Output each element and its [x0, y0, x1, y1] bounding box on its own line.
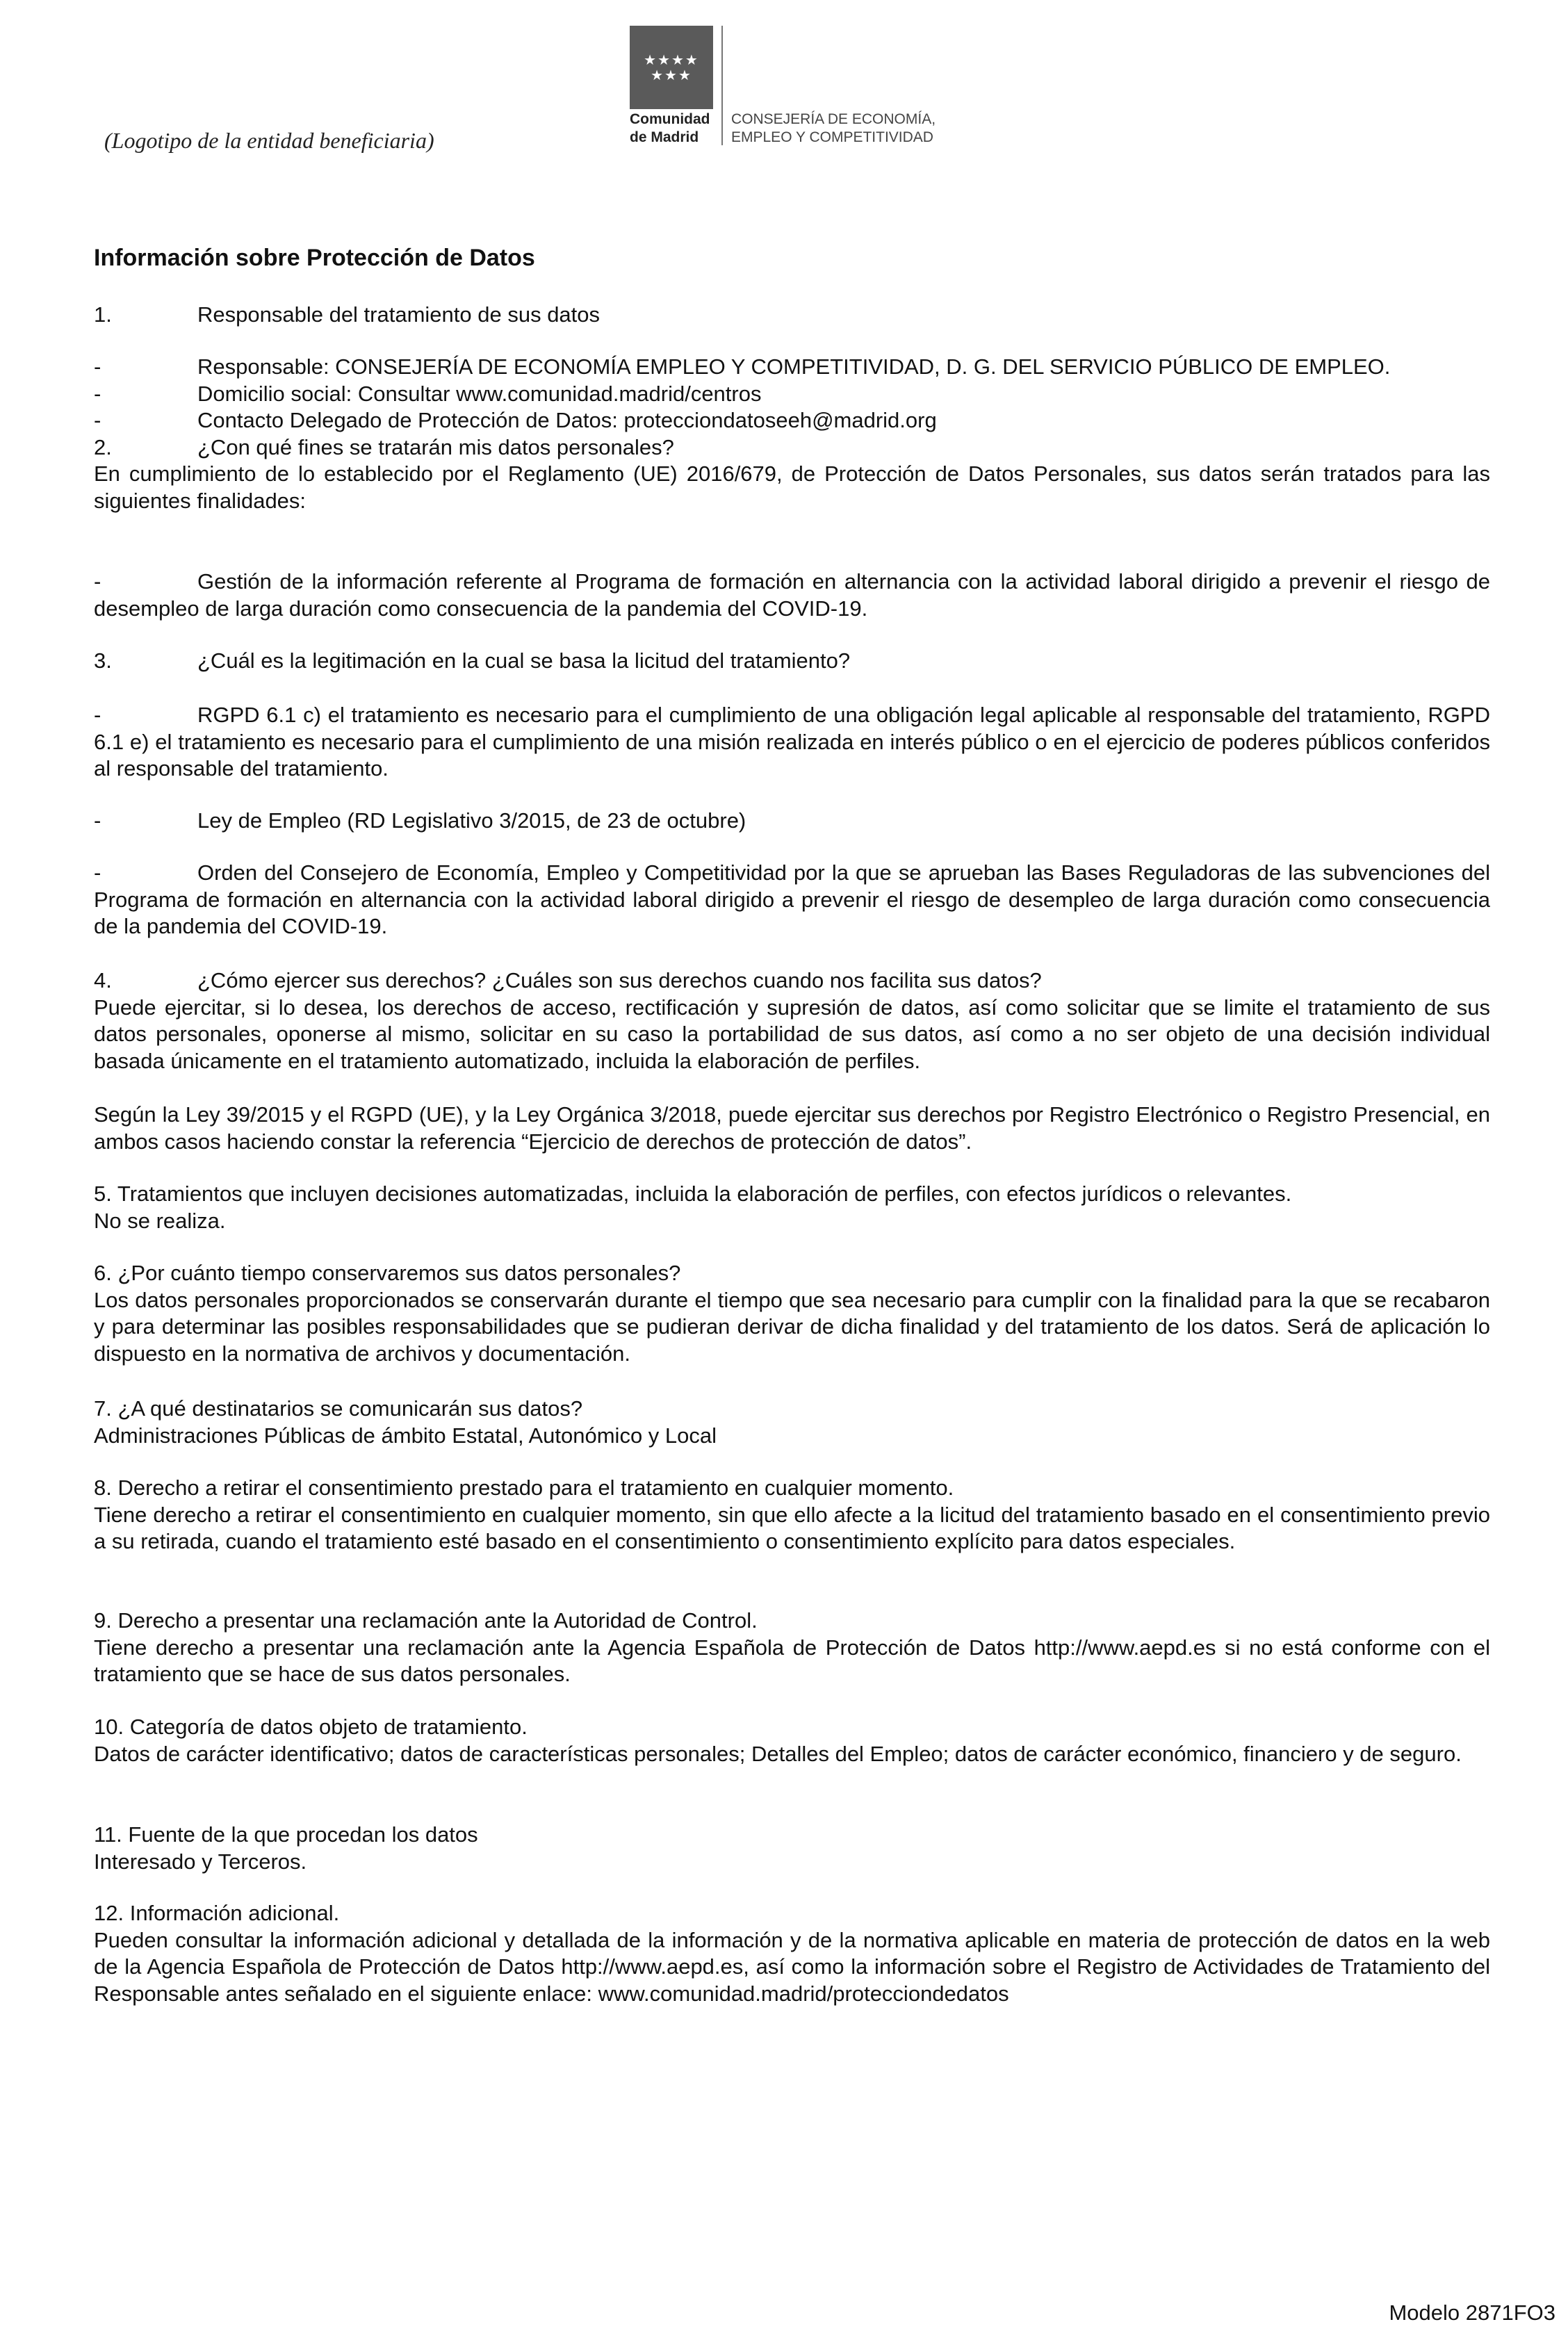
text: 8. Derecho a retirar el consentimiento prestado para el tratamiento en cualquier momento. — [94, 1475, 954, 1500]
section-4 — [94, 967, 1490, 1074]
list-dash: - — [94, 703, 101, 727]
section-8 — [94, 1475, 1490, 1555]
section-5 — [94, 1181, 1490, 1234]
text: 4. — [94, 968, 112, 992]
list-dash: - — [94, 808, 101, 833]
text: Los datos personales proporcionados se conservarán durante el tiempo que sea necesario para cumplir con la finalidad para la que se recabaron y para determinar las posibles responsabilidades que se pudieran derivar de dicha finalidad y del tratamiento de los datos. Será de aplicación lo dispuesto en la normativa de archivos y documentación. — [94, 1287, 1490, 1366]
section-4-heading — [94, 967, 1490, 995]
stars-icon: ★★★ — [651, 68, 692, 83]
text: Ley de Empleo (RD Legislativo 3/2015, de 23 de octubre) — [197, 808, 746, 833]
stars-icon: ★★★★ — [644, 53, 699, 68]
list-dash: - — [94, 354, 101, 379]
beneficiary-logo-placeholder: (Logotipo de la entidad beneficiaria) — [104, 128, 434, 153]
section-4-text1: Puede ejercitar, si lo desea, los derechos de acceso, rectificación y supresión de datos, así como solicitar que se limite el tratamiento de sus datos personales, oponerse al mismo, solicitar en su caso la portabilidad de sus datos, así como a no ser objeto de una decisión individual basada únicamente en el tratamiento automatizado, incluida la elaboración de perfiles. — [94, 995, 1490, 1073]
list-dash: - — [94, 860, 101, 885]
section-1-items — [94, 354, 1490, 514]
text: Responsable: CONSEJERÍA DE ECONOMÍA EMPLEO Y COMPETITIVIDAD, D. G. DEL SERVICIO PÚBLICO DE EMPLEO. — [197, 354, 1391, 379]
text: 1. — [94, 302, 112, 327]
text: Interesado y Terceros. — [94, 1849, 307, 1874]
list-item — [94, 407, 1490, 434]
text: 7. ¿A qué destinatarios se comunicarán sus datos? — [94, 1396, 583, 1421]
text: Datos de carácter identificativo; datos de características personales; Detalles del Empleo; datos de carácter económico, financiero y de seguro. — [94, 1741, 1462, 1766]
text: 12. Información adicional. — [94, 1901, 340, 1925]
section-6 — [94, 1260, 1490, 1367]
department-line1: CONSEJERÍA DE ECONOMÍA, — [731, 111, 936, 127]
text: Pueden consultar la información adicional y detallada de la información y de la normativa aplicable en materia de protección de datos en la web de la Agencia Española de Protección de Datos http://www.aepd.es, así como la información sobre el Registro de Actividades de Tratamiento del Responsable antes señalado en el siguiente enlace: www.comunidad.madrid/protecciondedatos — [94, 1927, 1490, 2006]
list-dash: - — [94, 381, 101, 406]
text: Gestión de la información referente al Programa de formación en alternancia con la actividad laboral dirigido a prevenir el riesgo de desempleo de larga duración como consecuencia de la pandemia del COVID-19. — [94, 569, 1490, 621]
org-name-line1: Comunidad — [630, 111, 710, 127]
section-2-heading — [94, 434, 1490, 461]
text: 10. Categoría de datos objeto de tratamiento. — [94, 1715, 528, 1739]
text: Administraciones Públicas de ámbito Estatal, Autonómico y Local — [94, 1423, 717, 1448]
text: 5. Tratamientos que incluyen decisiones automatizadas, incluida la elaboración de perfiles, con efectos jurídicos o relevantes. — [94, 1182, 1292, 1206]
section-9 — [94, 1608, 1490, 1688]
text: 9. Derecho a presentar una reclamación ante la Autoridad de Control. — [94, 1608, 758, 1633]
text: ¿Con qué fines se tratarán mis datos personales? — [197, 434, 674, 459]
section-1-heading — [94, 302, 1490, 329]
list-item — [94, 702, 1490, 783]
text: No se realiza. — [94, 1208, 226, 1233]
text: Tiene derecho a presentar una reclamación ante la Agencia Española de Protección de Datos http://www.aepd.es si no está conforme con el tratamiento que se hace de sus datos personales. — [94, 1635, 1490, 1686]
text: Domicilio social: Consultar www.comunidad.madrid/centros — [197, 381, 762, 406]
text: RGPD 6.1 c) el tratamiento es necesario para el cumplimiento de una obligación legal aplicable al responsable del tratamiento, RGPD 6.1 e) el tratamiento es necesario para el cumplimiento de una misión realizada en interés público o en el ejercicio de poderes públicos conferidos al responsable del tratamiento. — [94, 703, 1490, 780]
section-7 — [94, 1396, 1490, 1449]
list-dash: - — [94, 408, 101, 432]
text: Tiene derecho a retirar el consentimiento en cualquier momento, sin que ello afecte a la licitud del tratamiento basado en el consentimiento previo a su retirada, cuando el tratamiento esté basado en el consentimiento o consentimiento explícito para datos especiales. — [94, 1502, 1490, 1553]
section-10 — [94, 1714, 1490, 1767]
list-item — [94, 860, 1490, 940]
section-2-item — [94, 569, 1490, 622]
section-12 — [94, 1900, 1490, 2007]
text: 2. — [94, 434, 112, 459]
list-item — [94, 354, 1490, 381]
logo-divider — [721, 26, 723, 145]
text: ¿Cuál es la legitimación en la cual se basa la licitud del tratamiento? — [197, 648, 851, 673]
text: 3. — [94, 648, 112, 673]
list-item — [94, 808, 1490, 835]
section-3-heading — [94, 648, 1490, 675]
form-model-number: Modelo 2871FO3 — [1389, 2300, 1555, 2325]
text: 11. Fuente de la que procedan los datos — [94, 1822, 478, 1847]
section-2-text: En cumplimiento de lo establecido por el Reglamento (UE) 2016/679, de Protección de Datos Personales, sus datos serán tratados para las siguientes finalidades: — [94, 461, 1490, 513]
comunidad-madrid-logo — [630, 26, 713, 109]
text: ¿Cómo ejercer sus derechos? ¿Cuáles son sus derechos cuando nos facilita sus datos? — [197, 968, 1042, 992]
section-4-text2: Según la Ley 39/2015 y el RGPD (UE), y la Ley Orgánica 3/2018, puede ejercitar sus derechos por Registro Electrónico o Registro Presencial, en ambos casos haciendo constar la referencia “Ejercicio de derechos de protección de datos”. — [94, 1102, 1490, 1154]
section-11 — [94, 1822, 1490, 1875]
text: Responsable del tratamiento de sus datos — [197, 302, 601, 327]
text: Orden del Consejero de Economía, Empleo y Competitividad por la que se aprueban las Bases Reguladoras de las subvenciones del Programa de formación en alternancia con la actividad laboral dirigido a prevenir el riesgo de desempleo de larga duración como consecuencia de la pandemia del COVID-19. — [94, 860, 1490, 938]
text: Contacto Delegado de Protección de Datos: protecciondatoseeh@madrid.org — [197, 408, 937, 432]
org-name-line2: de Madrid — [630, 129, 699, 145]
list-dash: - — [94, 569, 101, 594]
department-line2: EMPLEO Y COMPETITIVIDAD — [731, 129, 933, 145]
page-title: Información sobre Protección de Datos — [94, 245, 535, 271]
text: 6. ¿Por cuánto tiempo conservaremos sus datos personales? — [94, 1261, 681, 1285]
list-item — [94, 381, 1490, 408]
